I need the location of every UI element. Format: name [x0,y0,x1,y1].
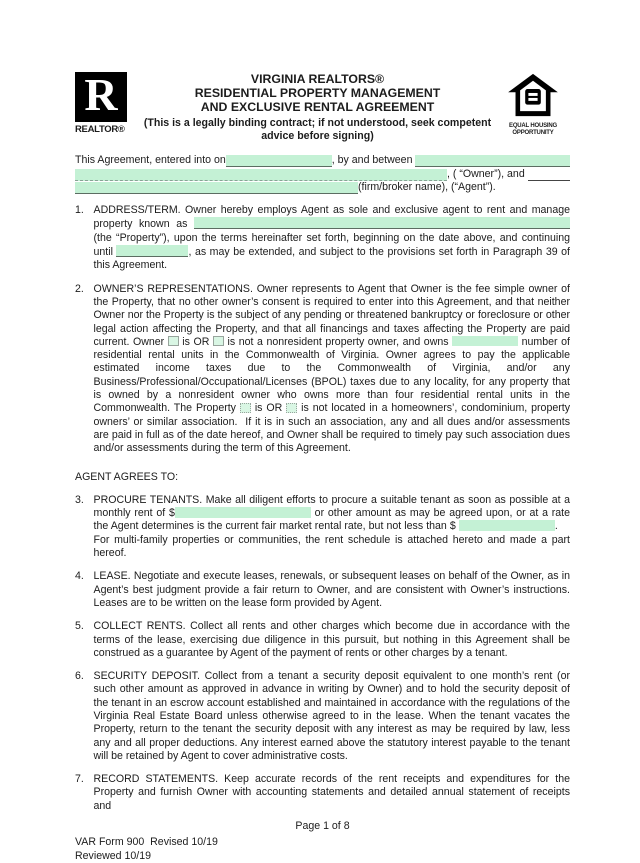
equal-housing-label [496,123,570,136]
paragraph-text: (BPOL) taxes due to any locality, for any property that is owned by a nonresident owner who owns more than four residential rental units in the Commonwealth. The Property [93,375,570,415]
paragraph-text: , ( “Owner”), and [447,167,528,180]
form-blank-field[interactable] [459,520,555,531]
paragraph-text: , by and between [331,154,416,167]
paragraph-text: (the “Property”), upon the terms hereinafter set forth, beginning on the date above, and continuing until [93,231,570,259]
form-blank-field[interactable] [116,245,188,257]
paragraph-text: COLLECT RENTS. Collect all rents and other charges which become due in accordance with the terms of the lease, exercising due diligence in this pursuit, but nothing in this Agreement shall be construed as a guarantee by Agent of the payment of rents or other charges by a tenant. [93,620,570,659]
equal-housing-label-line2: OPPORTUNITY [512,129,554,136]
paragraph-text: is not a nonresident property owner, and owns [223,335,453,348]
document-title-block [139,72,496,143]
paragraph-address-term [75,204,570,272]
binding-note: (This is a legally binding contract; if not understood, seek competent advice before signing) [143,116,492,142]
realtor-r-glyph: R [84,69,118,120]
form-blank-field[interactable] [75,169,447,181]
paragraph-text: is OR [178,335,213,348]
paragraph-text: . For multi-family properties or communities, the rent schedule is attached hereto and made a part hereof. [93,520,571,560]
checkbox-field[interactable] [240,403,251,413]
paragraph-text: SECURITY DEPOSIT. Collect from a tenant a security deposit equivalent to one month’s rent (or such other amount as approved in advance in writing by Owner) and to hold the security deposit of the tenant in an escrow account established and maintained in accordance with the regulations of the Virginia Real Estate Board unless otherwise agreed to in the lease. When the tenant vacates the Property, return to the tenant the security deposit with any interest as may be required by law, less any and all proper deductions. Any interest earned above the statutory interest payable to the tenant will be retained by Agent to cover administrative costs. [93,670,570,762]
paragraph-number: 3. [75,493,84,506]
form-blank-field[interactable] [226,155,332,167]
paragraph-text: is not located in a homeowners’, condominium, property owners’ or similar association. If it is in such an association, any and all dues and/or assessments are paid in full as of the date hereof, and Owner shall be required to timely pay such association dues and/or assessments during the term of this Agreement. [93,402,571,455]
realtor-logo-icon [75,69,127,122]
paragraph-record-statements [75,773,570,813]
form-underline-field[interactable] [528,169,570,181]
intro-line-3 [75,181,570,194]
paragraph-body [94,670,571,763]
paragraph-text: PROCURE TENANTS. Make all diligent efforts to procure a suitable tenant as soon as possible at a monthly rent of $ [93,493,570,520]
form-blank-field[interactable] [75,182,358,194]
checkbox-field[interactable] [168,336,179,346]
paragraph-body [94,570,571,610]
form-version: VAR Form 900 Revised 10/19 [75,836,218,849]
title-line-3: AND EXCLUSIVE RENTAL AGREEMENT [200,100,435,115]
paragraph-number: 7. [75,773,84,786]
paragraph-number: 4. [75,570,84,583]
paragraph-text: RECORD STATEMENTS. Keep accurate records of the rent receipts and expenditures for the Property and furnish Owner with accounting statements and detailed annual statement of receipts and [93,773,570,812]
paragraph-text: OWNER’S REPRESENTATIONS. Owner represents to Agent that Owner is the fee simple owner of the Property, that no other owner’s consent is required to enter into this Agreement, and that neither Owner nor the Property is the subject of any pending or threatened bankruptcy or foreclosure or other legal action affecting the Property, and that all financings and taxes affecting the Property are paid current. Owner [93,282,570,348]
paragraph-owners-representations [75,283,570,456]
realtor-logo-label: REALTOR® [75,124,125,135]
agent-agrees-heading: AGENT AGREES TO: [75,470,179,483]
paragraph-text: (firm/broker name), (“Agent”). [358,180,496,193]
title-line-1: VIRGINIA REALTORS® [250,72,385,86]
intro-line-2 [75,167,570,180]
paragraph-text: is OR [250,402,287,415]
agreement-body [75,204,570,813]
paragraph-text: , as may be extended, and subject to the provisions set forth in Paragraph 39 of this Agreement. [93,246,570,272]
paragraph-body [94,620,571,660]
paragraph-body [94,773,571,813]
paragraph-number: 1. [75,204,84,217]
title-line-2: RESIDENTIAL PROPERTY MANAGEMENT [194,86,441,101]
paragraph-body [94,204,571,272]
paragraph-text: This Agreement, entered into on [75,154,226,167]
equal-housing-label-line1: EQUAL HOUSING [509,123,557,130]
paragraph-text: or other amount as may be agreed upon, or at a rate the Agent determines is the current fair market rental rate, but not less than $ [93,507,570,533]
paragraph-number: 2. [75,282,84,295]
paragraph-text: number of residential rental units in the Commonwealth of Virginia. Owner agrees to pay the applicable estimated income taxes due to the Commonwealth of Virginia, and/or any [93,335,570,375]
checkbox-field[interactable] [213,336,224,346]
form-blank-field[interactable] [194,217,570,229]
form-reviewed: Reviewed 10/19 [75,849,151,862]
paragraph-number: 5. [75,620,84,633]
paragraph-collect-rents [75,620,570,660]
paragraph-body [94,283,571,456]
paragraph-text: ADDRESS/TERM. Owner hereby employs Agent as sole and exclusive agent to rent and manage property known as [93,204,570,231]
form-blank-field[interactable] [452,336,518,347]
paragraph-lease [75,570,570,610]
realtor-logo [75,69,139,136]
paragraph-number: 6. [75,670,84,683]
equal-housing-icon [505,72,561,118]
intro-line-1 [75,154,570,167]
paragraph-text: LEASE. Negotiate and execute leases, renewals, or subsequent leases on behalf of the Owner, as in Agent’s best judgment provide a fair return to Owner, and are consistent with Owner’s instructions. Leases are to be written on the lease form provided by Agent. [93,570,570,609]
intro-paragraph [75,154,570,194]
form-blank-field[interactable] [415,155,570,167]
equal-housing-logo [496,72,570,136]
page-number: Page 1 of 8 [295,820,350,833]
document-header [75,69,570,143]
paragraph-procure-tenants [75,494,570,560]
checkbox-field[interactable] [286,403,297,413]
paragraph-security-deposit [75,670,570,763]
paragraph-body [94,494,571,560]
paragraph-text: Business/Professional/Occupational/Licenses [93,375,308,388]
form-blank-field[interactable] [175,507,311,518]
